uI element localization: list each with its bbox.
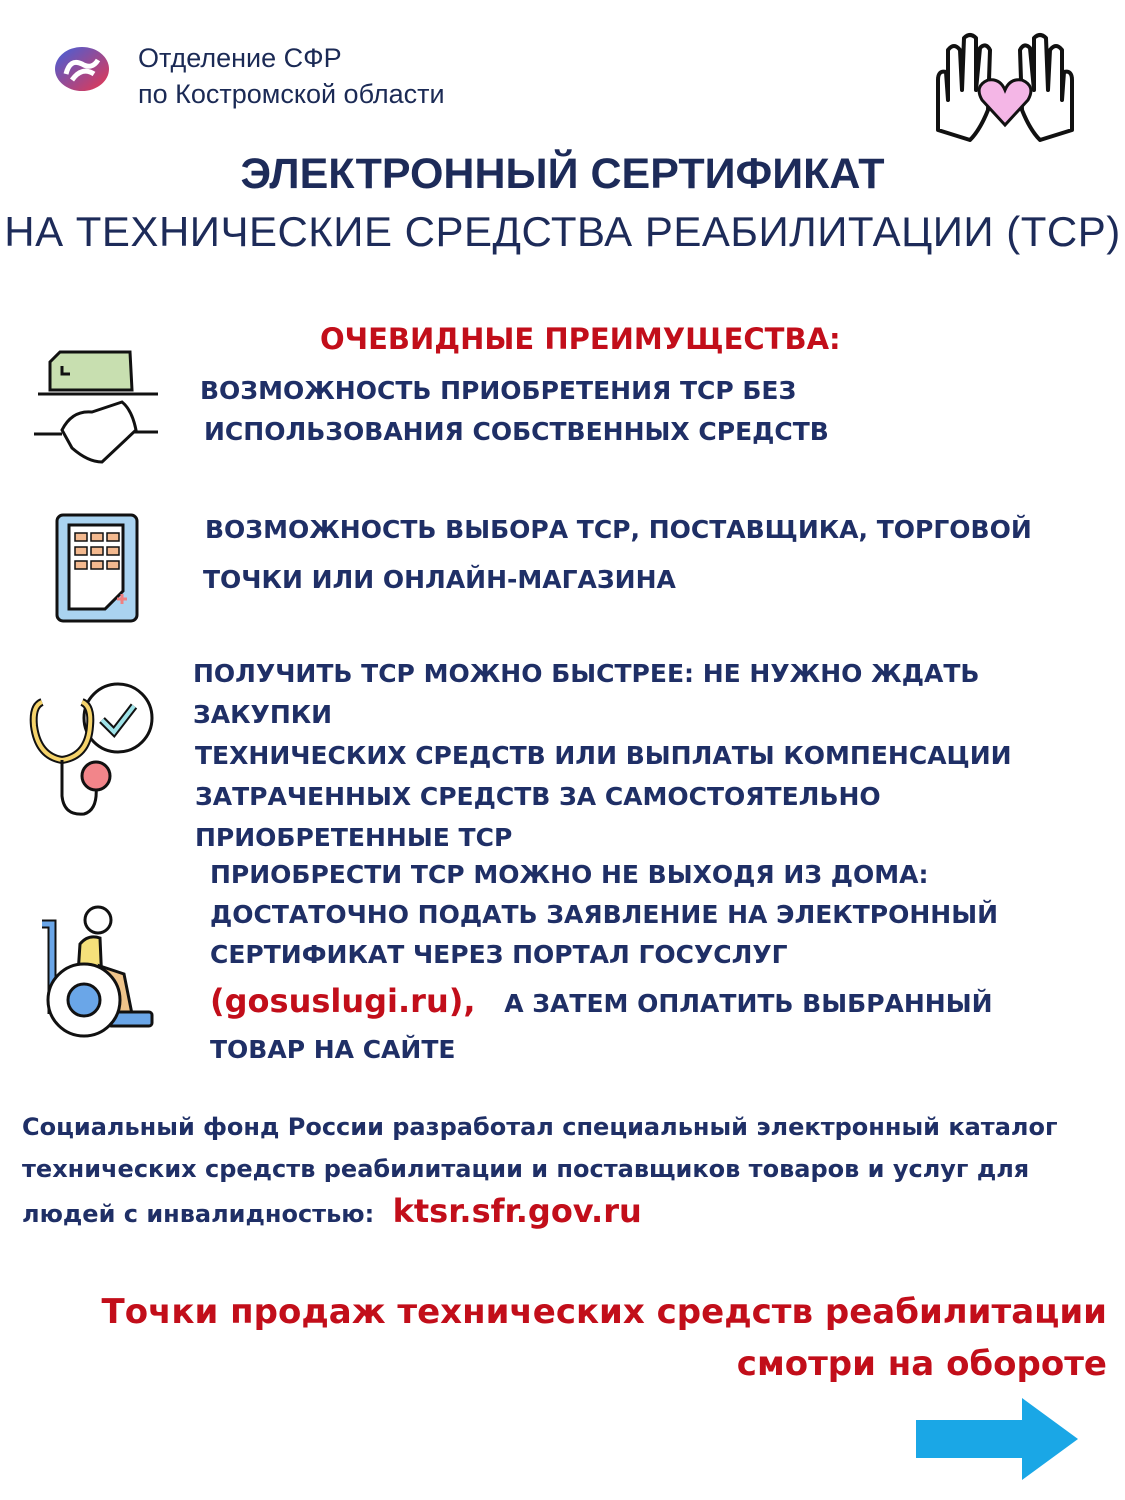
hands-heart-icon	[930, 30, 1080, 145]
advantage-4-line: ТОВАР НА САЙТЕ	[210, 1035, 456, 1064]
advantage-3-line: ПОЛУЧИТЬ ТСР МОЖНО БЫСТРЕЕ: НЕ НУЖНО ЖДАТЬ ЗАКУПКИ	[193, 659, 980, 729]
wheelchair-icon	[38, 904, 158, 1039]
advantage-4-line: СЕРТИФИКАТ ЧЕРЕЗ ПОРТАЛ ГОСУСЛУГ	[210, 940, 788, 969]
org-name	[138, 40, 445, 112]
advantage-4-line: ПРИОБРЕСТИ ТСР МОЖНО НЕ ВЫХОДЯ ИЗ ДОМА:	[210, 860, 929, 889]
catalog-line: технических средств реабилитации и поставщиков товаров и услуг для	[22, 1155, 1030, 1183]
advantages-heading: ОЧЕВИДНЫЕ ПРЕИМУЩЕСТВА:	[320, 322, 841, 356]
title-line1: ЭЛЕКТРОННЫЙ СЕРТИФИКАТ	[240, 150, 885, 198]
handshake-icon	[32, 350, 162, 468]
ktsr-link[interactable]: ktsr.sfr.gov.ru	[392, 1192, 642, 1230]
advantage-2-line: ТОЧКИ ИЛИ ОНЛАЙН-МАГАЗИНА	[203, 565, 676, 594]
catalog-line: Социальный фонд России разработал специальный электронный каталог	[22, 1113, 1058, 1141]
gosuslugi-link[interactable]: (gosuslugi.ru),	[210, 982, 476, 1020]
advantage-1-line: ВОЗМОЖНОСТЬ ПРИОБРЕТЕНИЯ ТСР БЕЗ	[200, 376, 797, 405]
org-line2: по Костромской области	[138, 79, 445, 109]
advantage-4-line: ДОСТАТОЧНО ПОДАТЬ ЗАЯВЛЕНИЕ НА ЭЛЕКТРОННЫЙ	[210, 900, 999, 929]
call-to-action	[102, 1286, 1107, 1390]
catalog-document-icon	[55, 513, 139, 623]
advantage-2	[205, 505, 1032, 605]
catalog-text	[22, 1106, 1058, 1235]
advantage-2-line: ВОЗМОЖНОСТЬ ВЫБОРА ТСР, ПОСТАВЩИКА, ТОРГОВОЙ	[205, 515, 1032, 544]
sfr-logo-icon	[52, 44, 112, 94]
advantage-4	[210, 855, 998, 1070]
cta-line1: Точки продаж технических средств реабилитации	[101, 1292, 1107, 1332]
advantage-1-line: ИСПОЛЬЗОВАНИЯ СОБСТВЕННЫХ СРЕДСТВ	[204, 417, 829, 446]
advantage-3-line: ПРИОБРЕТЕННЫЕ ТСР	[195, 823, 513, 852]
catalog-line: людей с инвалидностью:	[22, 1200, 375, 1228]
title-line2: НА ТЕХНИЧЕСКИЕ СРЕДСТВА РЕАБИЛИТАЦИИ (ТСР)	[4, 208, 1121, 255]
advantage-3-line: ЗАТРАЧЕННЫХ СРЕДСТВ ЗА САМОСТОЯТЕЛЬНО	[195, 782, 881, 811]
advantage-3-line: ТЕХНИЧЕСКИХ СРЕДСТВ ИЛИ ВЫПЛАТЫ КОМПЕНСАЦИИ	[195, 741, 1012, 770]
cta-line2: смотри на обороте	[736, 1344, 1107, 1384]
advantage-3	[193, 653, 1125, 858]
advantage-1	[200, 370, 829, 452]
advantage-4-line: А ЗАТЕМ ОПЛАТИТЬ ВЫБРАННЫЙ	[504, 989, 993, 1018]
stethoscope-check-icon	[28, 676, 158, 821]
org-line1: Отделение СФР	[138, 43, 342, 73]
arrow-right-icon	[916, 1398, 1080, 1480]
